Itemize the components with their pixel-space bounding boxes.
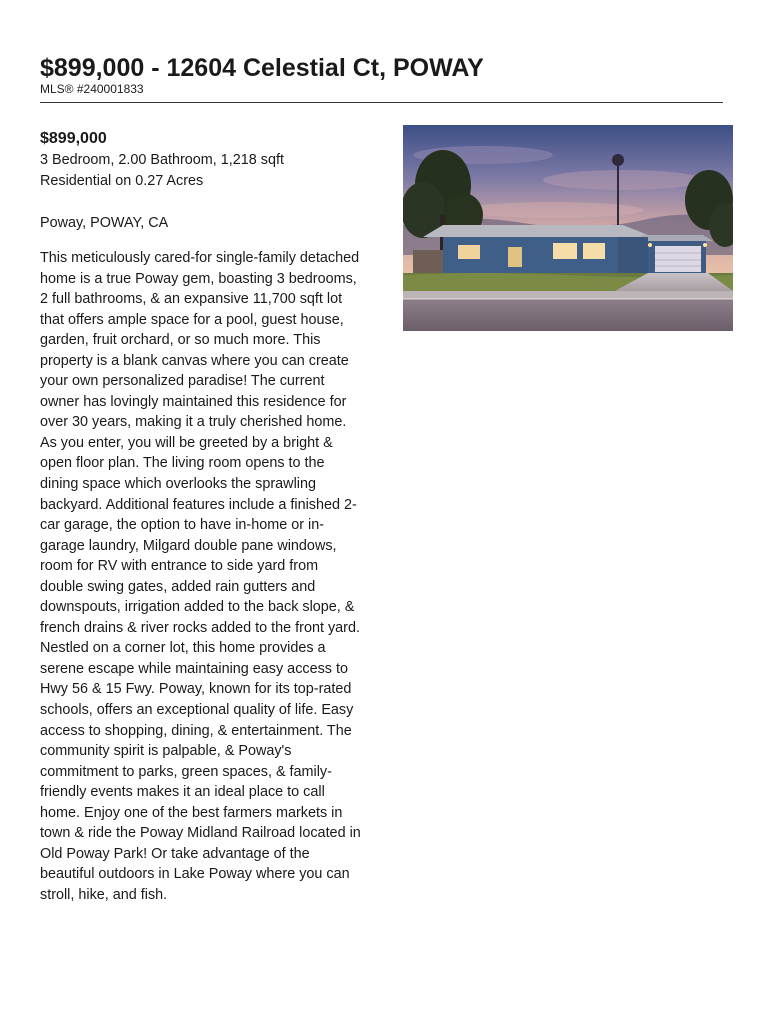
header-divider bbox=[40, 102, 723, 103]
listing-details bbox=[40, 128, 365, 906]
bed-bath-sqft: 3 Bedroom, 2.00 Bathroom, 1,218 sqft bbox=[40, 152, 284, 168]
price: $899,000 bbox=[40, 130, 107, 147]
listing-title: $899,000 - 12604 Celestial Ct, POWAY bbox=[40, 54, 484, 82]
description: This meticulously cared-for single-family detached home is a true Poway gem, boasting 3 bedrooms, 2 full bathrooms, & an expansive 11,700 sqft lot that offers ample space for a pool, guest house, garden, fruit orchard, or so much more. This property is a blank canvas where you can create your own personalized paradise! The current owner has lovingly maintained this residence for over 30 years, making it a truly cherished home. As you enter, you will be greeted by a bright & open floor plan. The living room opens to the dining space which overlooks the sprawling backyard. Additional features include a finished 2-car garage, the option to have in-home or in-garage laundry, Milgard double pane windows, room for RV with entrance to side yard from double swing gates, added rain gutters and downspouts, irrigation added to the back slope, & french drains & river rocks added to the front yard. Nestled on a corner lot, this home provides a serene escape while maintaining easy access to Hwy 56 & 15 Fwy. Poway, known for its top-rated schools, offers an exceptional quality of life. Easy access to shopping, dining, & entertainment. The community spirit is palpable, & Poway's commitment to parks, green spaces, & family-friendly events makes it an ideal place to call home. Enjoy one of the best farmers markets in town & ride the Poway Midland Railroad located in Old Poway Park! Or take advantage of the beautiful outdoors in Lake Poway where you can stroll, hike, and fish. bbox=[40, 250, 361, 903]
mls-number: MLS® #240001833 bbox=[40, 82, 144, 96]
property-photo bbox=[403, 125, 733, 331]
location: Poway, POWAY, CA bbox=[40, 215, 169, 231]
property-type-lot: Residential on 0.27 Acres bbox=[40, 173, 204, 189]
